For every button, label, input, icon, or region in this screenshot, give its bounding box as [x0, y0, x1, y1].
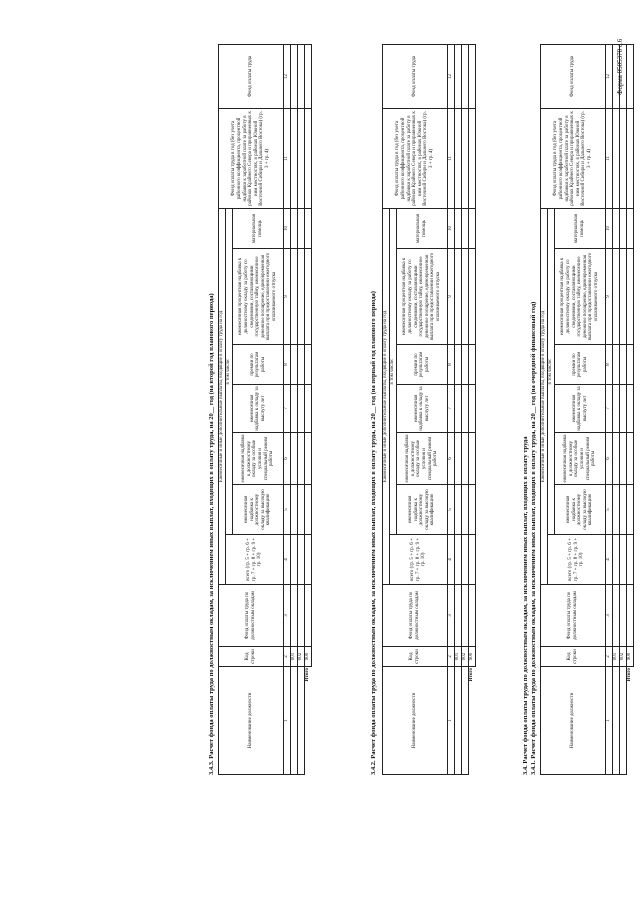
col-9-header: ежемесячная процентная надбавка к должностному окладу за работу со сведениями, составляющими государственную тайну, ежемесячное денежное поощрение, единовременная выплата при предоставлении ежегодного оплачиваемого отпуска — [233, 249, 284, 345]
col-name-header: Наименование должности — [383, 667, 448, 775]
col-number: 12 — [606, 44, 613, 108]
col-group-header: Ежемесячные и иные дополнительные выплаты, входящие в оплату труда на год — [383, 208, 390, 584]
section-2-table — [382, 45, 476, 775]
table-row — [455, 44, 462, 774]
col-number: 8 — [448, 345, 455, 385]
col-number: 1 — [448, 667, 455, 775]
col-11-header: Фонд оплаты труда в год (без учета районного коэффициента, процентной надбавки к заработной плате за работу в районах Крайнего Севера и приравненных к ним местностях, в районах Южной Восточной Сибири и Дальнего Востока) (гр. 3 + гр. 4) — [541, 108, 606, 208]
in-that-number-label: в том числе: — [390, 208, 397, 534]
row-code: 001 — [455, 647, 462, 667]
col-9-header: ежемесячная процентная надбавка к должностному окладу за работу со сведениями, составляющими государственную тайну, ежемесячное денежное поощрение, единовременная выплата при предоставлении ежегодного оплачиваемого отпуска — [397, 249, 448, 345]
col-number: 11 — [284, 108, 291, 208]
col-number: 9 — [606, 249, 613, 345]
col-number: 11 — [606, 108, 613, 208]
col-number: 4 — [448, 535, 455, 585]
total-label: Итого — [627, 667, 634, 775]
col-number: 5 — [448, 485, 455, 535]
col-12-header: Фонд оплаты труда — [219, 44, 284, 108]
col-number: 3 — [284, 585, 291, 647]
col-number: 2 — [284, 647, 291, 667]
form-number: Форма 0505370 с.6 — [616, 38, 624, 95]
col-number: 2 — [606, 647, 613, 667]
section-1-heading: 3.4.1. Расчет фонда оплаты труда по должностным окладам, за исключением иных выплат, входящих в оплату труда, на 20__ год (на очередной финансовый год) — [530, 301, 537, 775]
col-fot-salary-header: Фонд оплаты труда по должностным окладам — [383, 585, 448, 647]
table-row — [620, 44, 627, 774]
col-10-header: материальная помощь — [397, 208, 448, 248]
col-number: 3 — [448, 585, 455, 647]
row-code: 001 — [613, 647, 620, 667]
col-total-header: всего (гр. 5 + гр. 6 + гр. 7 + гр. 8 + гр. 9 + гр. 10) — [548, 535, 606, 585]
col-number: 6 — [284, 433, 291, 485]
col-code-header: Код строки — [383, 647, 448, 667]
row-code: 002 — [298, 647, 305, 667]
total-code: 900 — [305, 647, 312, 667]
total-row — [627, 44, 634, 774]
total-code: 900 — [469, 647, 476, 667]
col-code-header: Код строки — [219, 647, 284, 667]
total-row — [469, 44, 476, 774]
in-that-number-label: в том числе: — [226, 208, 233, 534]
col-fot-salary-header: Фонд оплаты труда по должностным окладам — [541, 585, 606, 647]
col-number: 7 — [448, 385, 455, 433]
col-11-header: Фонд оплаты труда в год (без учета районного коэффициента, процентной надбавки к заработной плате за работу в районах Крайнего Севера и приравненных к ним местностях, в районах Южной Восточной Сибири и Дальнего Востока) (гр. 3 + гр. 4) — [219, 108, 284, 208]
col-code-header: Код строки — [541, 647, 606, 667]
col-6-header: ежемесячная надбавка к должностному окладу за особые условия и специальный режим работы — [233, 433, 284, 485]
col-8-header: премии по результатам работы — [233, 345, 284, 385]
col-number: 1 — [606, 667, 613, 775]
col-number: 1 — [284, 667, 291, 775]
col-7-header: ежемесячная надбавка к окладу за выслугу лет — [555, 385, 606, 433]
total-label: Итого — [469, 667, 476, 775]
col-number: 9 — [284, 249, 291, 345]
table-row — [291, 44, 298, 774]
row-code: 002 — [620, 647, 627, 667]
col-8-header: премии по результатам работы — [555, 345, 606, 385]
col-number: 12 — [448, 44, 455, 108]
col-number: 8 — [284, 345, 291, 385]
row-code: 001 — [291, 647, 298, 667]
col-name-header: Наименование должности — [219, 667, 284, 775]
row-code: 002 — [462, 647, 469, 667]
col-number: 9 — [448, 249, 455, 345]
col-fot-salary-header: Фонд оплаты труда по должностным окладам — [219, 585, 284, 647]
col-total-header: всего (гр. 5 + гр. 6 + гр. 7 + гр. 8 + гр. 9 + гр. 10) — [390, 535, 448, 585]
section-2-heading: 3.4.2. Расчет фонда оплаты труда по должностным окладам, за исключением иных выплат, входящих в оплату труда, на 20__ год (на первый год планового периода) — [370, 291, 377, 775]
col-number: 2 — [448, 647, 455, 667]
col-5-header: ежемесячная надбавка к должностному окладу за высокую квалификацию — [233, 485, 284, 535]
total-code: 900 — [627, 647, 634, 667]
section-1-table — [540, 45, 634, 775]
col-number: 7 — [284, 385, 291, 433]
col-number: 11 — [448, 108, 455, 208]
col-number: 10 — [448, 208, 455, 248]
col-11-header: Фонд оплаты труда в год (без учета районного коэффициента, процентной надбавки к заработной плате за работу в районах Крайнего Севера и приравненных к ним местностях, в районах Южной Восточной Сибири и Дальнего Востока) (гр. 3 + гр. 4) — [383, 108, 448, 208]
col-5-header: ежемесячная надбавка к должностному окладу за высокую квалификацию — [397, 485, 448, 535]
col-number: 10 — [606, 208, 613, 248]
col-number: 10 — [284, 208, 291, 248]
table-row — [613, 44, 620, 774]
total-label: Итого — [305, 667, 312, 775]
col-7-header: ежемесячная надбавка к окладу за выслугу лет — [397, 385, 448, 433]
col-12-header: Фонд оплаты труда — [541, 44, 606, 108]
table-row — [462, 44, 469, 774]
col-5-header: ежемесячная надбавка к должностному окладу за высокую квалификацию — [555, 485, 606, 535]
section-3-heading: 3.4.3. Расчет фонда оплаты труда по должностным окладам, за исключением иных выплат, входящих в оплату труда, на 20__ год (на второй год планового периода) — [208, 293, 215, 775]
col-number: 5 — [606, 485, 613, 535]
col-number: 4 — [284, 535, 291, 585]
col-number: 7 — [606, 385, 613, 433]
total-row — [305, 44, 312, 774]
col-10-header: материальная помощь — [555, 208, 606, 248]
col-12-header: Фонд оплаты труда — [383, 44, 448, 108]
col-10-header: материальная помощь — [233, 208, 284, 248]
col-number: 12 — [284, 44, 291, 108]
col-9-header: ежемесячная процентная надбавка к должностному окладу за работу со сведениями, составляющими государственную тайну, ежемесячное денежное поощрение, единовременная выплата при предоставлении ежегодного оплачиваемого отпуска — [555, 249, 606, 345]
col-6-header: ежемесячная надбавка к должностному окладу за особые условия и специальный режим работы — [397, 433, 448, 485]
table-row — [298, 44, 305, 774]
col-6-header: ежемесячная надбавка к должностному окладу за особые условия и специальный режим работы — [555, 433, 606, 485]
col-number: 4 — [606, 535, 613, 585]
col-total-header: всего (гр. 5 + гр. 6 + гр. 7 + гр. 8 + гр. 9 + гр. 10) — [226, 535, 284, 585]
col-number: 6 — [448, 433, 455, 485]
section-title: 3.4. Расчет фонда оплаты труда по должностным окладам, за исключением иных выплат, входящих в оплату труда — [522, 436, 529, 775]
section-3-table — [218, 45, 312, 775]
col-number: 8 — [606, 345, 613, 385]
col-name-header: Наименование должности — [541, 667, 606, 775]
col-number: 3 — [606, 585, 613, 647]
col-number: 5 — [284, 485, 291, 535]
col-group-header: Ежемесячные и иные дополнительные выплаты, входящие в оплату труда на год — [541, 208, 548, 584]
col-8-header: премии по результатам работы — [397, 345, 448, 385]
col-7-header: ежемесячная надбавка к окладу за выслугу лет — [233, 385, 284, 433]
in-that-number-label: в том числе: — [548, 208, 555, 534]
col-number: 6 — [606, 433, 613, 485]
col-group-header: Ежемесячные и иные дополнительные выплаты, входящие в оплату труда на год — [219, 208, 226, 584]
